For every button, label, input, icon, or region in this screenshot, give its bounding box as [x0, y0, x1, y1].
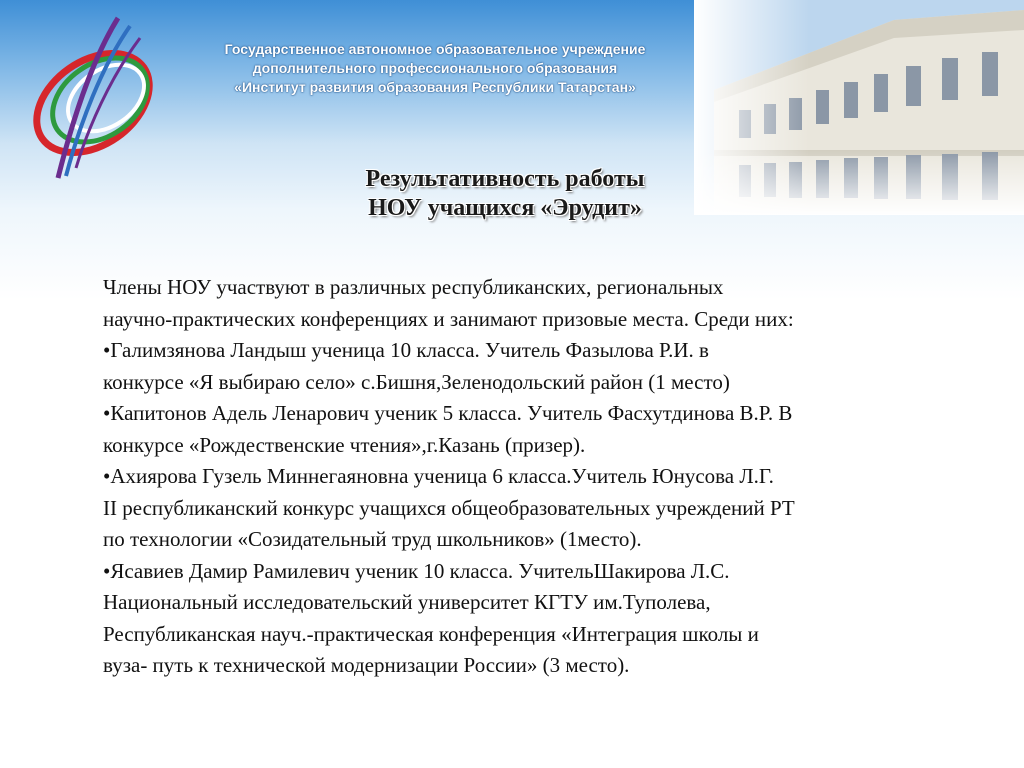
institute-logo [18, 8, 168, 183]
body-line: •Ясавиев Дамир Рамилевич ученик 10 класса. УчительШакирова Л.С. [103, 558, 730, 583]
body-line: •Капитонов Адель Ленарович ученик 5 класса. Учитель Фасхутдинова В.Р. В [103, 401, 793, 425]
title-line: НОУ учащихся «Эрудит» [368, 195, 642, 221]
body-line: Национальный исследовательский университет КГТУ им.Туполева, [103, 590, 711, 614]
body-text [103, 272, 973, 682]
body-line: Республиканская науч.-практическая конференция «Интеграция школы и [103, 621, 759, 646]
body-line: по технологии «Созидательный труд школьников» (1место). [103, 527, 642, 551]
body-line: •Галимзянова Ландыш ученица 10 класса. Учитель Фазылова Р.И. в [103, 338, 709, 362]
body-line: II республиканский конкурс учащихся общеобразовательных учреждений РТ [103, 495, 795, 520]
body-line: конкурсе «Я выбираю село» с.Бишня,Зеленодольский район (1 место) [103, 369, 730, 394]
body-line: •Ахиярова Гузель Миннегаяновна ученица 6 класса.Учитель Юнусова Л.Г. [103, 464, 774, 488]
org-line: «Институт развития образования Республики Татарстан» [234, 79, 636, 95]
body-line: Члены НОУ участвуют в различных республиканских, региональных [103, 275, 724, 299]
title-line: Результативность работы [365, 166, 645, 192]
org-line: дополнительного профессионального образования [252, 60, 618, 76]
slide-title [260, 165, 750, 223]
organization-name [150, 40, 720, 97]
org-line: Государственное автономное образовательное учреждение [224, 41, 646, 57]
body-line: научно-практических конференциях и занимают призовые места. Среди них: [103, 306, 794, 331]
body-line: конкурсе «Рождественские чтения»,г.Казань (призер). [103, 432, 586, 457]
body-line: вуза- путь к технической модернизации России» (3 место). [103, 653, 630, 677]
